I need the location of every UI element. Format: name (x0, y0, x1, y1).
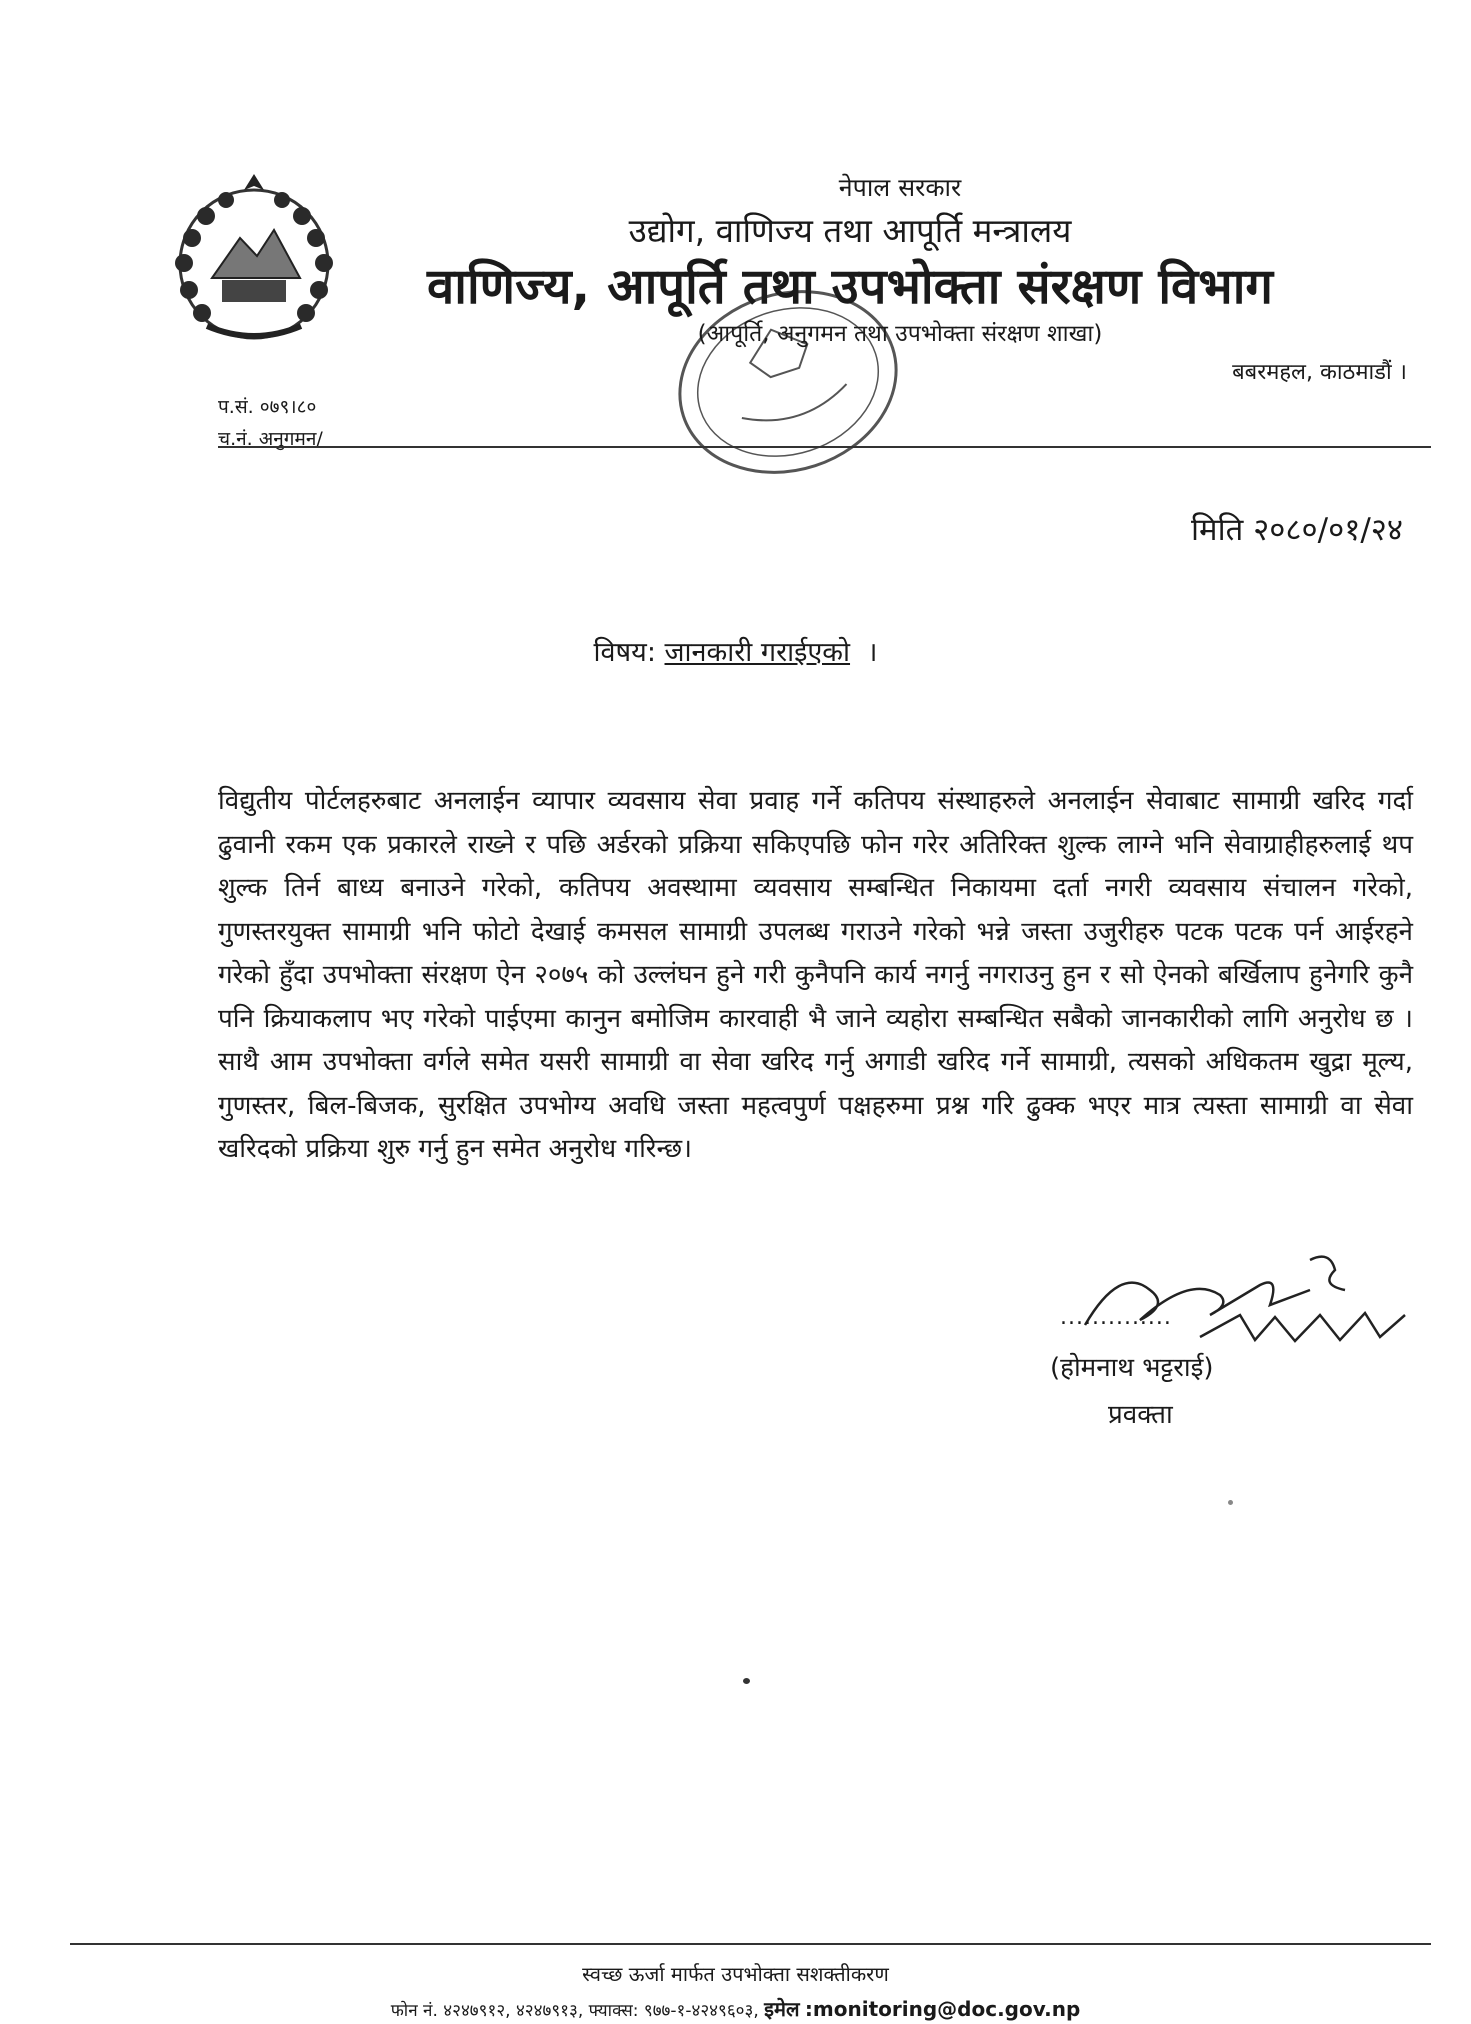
contact-phones: फोन नं. ४२४७९१२, ४२४७९१३, फ्याक्स: ९७७-१-४२४९६०३, (390, 2001, 759, 2021)
subject-text: जानकारी गराईएको (664, 637, 851, 668)
email-address: :monitoring@doc.gov.np (804, 1997, 1081, 2021)
signer-name: (होमनाथ भट्टराई) (1050, 1353, 1214, 1383)
footer-divider (70, 1943, 1431, 1945)
signer-designation: प्रवक्ता (1108, 1400, 1173, 1430)
footer-contact (0, 1995, 1471, 2022)
letter-date: मिति २०८०/०१/२४ (1191, 512, 1403, 548)
department-title: वाणिज्य, आपूर्ति तथा उपभोक्ता संरक्षण विभाग (427, 258, 1273, 315)
scan-speck (1228, 1500, 1233, 1505)
section-title: (आपूर्ति, अनुगमन तथा उपभोक्ता संरक्षण शाखा) (697, 321, 1103, 347)
header-divider (218, 446, 1431, 448)
dispatch-number: च.नं. अनुगमन/ (218, 428, 323, 450)
office-address: बबरमहल, काठमाडौं । (1232, 360, 1407, 385)
handwritten-signature-icon (1080, 1245, 1410, 1355)
subject-label: विषय: (593, 637, 656, 668)
subject-end: । (867, 637, 878, 668)
ministry-title: उद्योग, वाणिज्य तथा आपूर्ति मन्त्रालय (628, 211, 1072, 250)
scan-speck (743, 1678, 750, 1684)
letter-body: विद्युतीय पोर्टलहरुबाट अनलाईन व्यापार व्यवसाय सेवा प्रवाह गर्ने कतिपय संस्थाहरुले अनलाईन सेवाबाट सामाग्री खरिद गर्दा ढुवानी रकम एक प्रकारले राख्ने र पछि अर्डरको प्रक्रिया सकिएपछि फोन गरेर अतिरिक्त शुल्क लाग्ने भनि सेवाग्राहीहरुलाई थप शुल्क तिर्न बाध्य बनाउने गरेको, कतिपय अवस्थामा व्यवसाय सम्बन्धित निकायमा दर्ता नगरी व्यवसाय संचालन गरेको, गुणस्तरयुक्त सामाग्री भनि फोटो देखाई कमसल सामाग्री उपलब्ध गराउने गरेको भन्ने जस्ता उजुरीहरु पटक पटक पर्न आईरहने गरेको हुँदा उपभोक्ता संरक्षण ऐन २०७५ को उल्लंघन हुने गरी कुनैपनि कार्य नगर्नु नगराउनु हुन र सो ऐनको बर्खिलाप हुनेगरि कुनै पनि क्रियाकलाप भए गरेको पाईएमा कानुन बमोजिम कारवाही भै जाने व्यहोरा सम्बन्धित सबैको जानकारीको लागि अनुरोध छ । साथै आम उपभोक्ता वर्गले समेत यसरी सामाग्री वा सेवा खरिद गर्नु अगाडी खरिद गर्ने सामाग्री, त्यसको अधिकतम खुद्रा मूल्य, गुणस्तर, बिल-बिजक, सुरक्षित उपभोग्य अवधि जस्ता महत्वपुर्ण पक्षहरुमा प्रश्न गरि ढुक्क भएर मात्र त्यस्ता सामाग्री वा सेवा खरिदको प्रक्रिया शुरु गर्नु हुन समेत अनुरोध गरिन्छ। (218, 786, 1413, 1164)
letter-number: प.सं. ०७९।८० (218, 396, 317, 418)
footer-slogan: स्वच्छ ऊर्जा मार्फत उपभोक्ता सशक्तीकरण (582, 1962, 889, 1986)
signature-line: .............. (1060, 1305, 1172, 1330)
subject-line (0, 632, 1471, 669)
email-label: इमेल (764, 1997, 800, 2021)
government-title: नेपाल सरकार (838, 173, 962, 202)
